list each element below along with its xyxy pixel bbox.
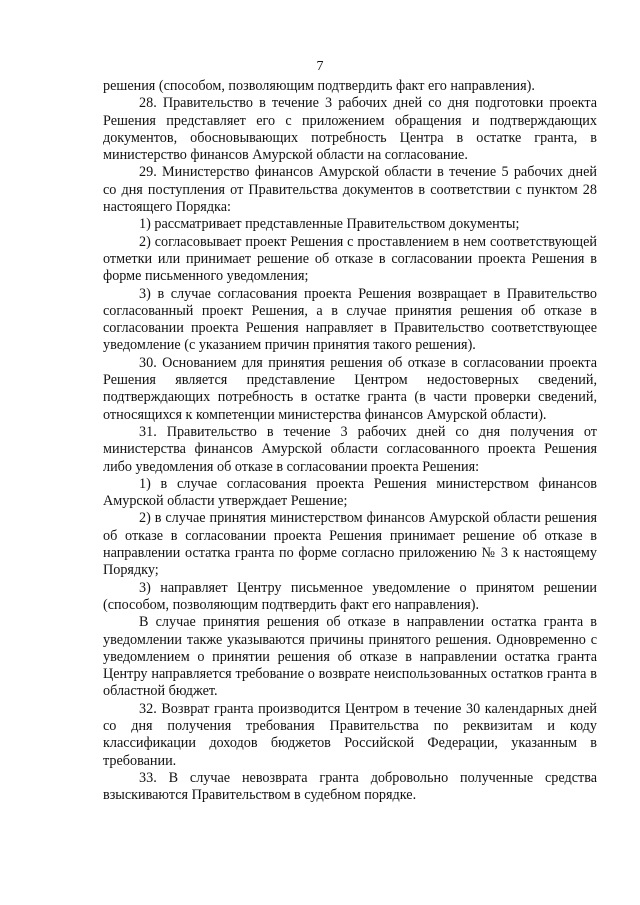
paragraph: 1) в случае согласования проекта Решения министерством финансов Амурской области утверждает Решение; xyxy=(103,475,597,510)
paragraph: 31. Правительство в течение 3 рабочих дней со дня получения от министерства финансов Амурской области согласованного проекта Решения либо уведомления об отказе в согласовании проекта Решения: xyxy=(103,423,597,475)
paragraph: решения (способом, позволяющим подтвердить факт его направления). xyxy=(103,78,535,94)
paragraph: В случае принятия решения об отказе в направлении остатка гранта в уведомлении также указываются причины принятого решения. Одновременно с уведомлением о принятии решения об отказе в направлении остатка гранта Центру направляется требование о возврате неиспользованных остатков гранта в областной бюджет. xyxy=(103,614,597,700)
paragraph: 29. Министерство финансов Амурской области в течение 5 рабочих дней со дня поступления от Правительства документов в соответствии с пунктом 28 настоящего Порядка: xyxy=(103,164,597,216)
paragraph: 2) согласовывает проект Решения с проставлением в нем соответствующей отметки или принимает решение об отказе в согласовании проекта Решения в форме письменного уведомления; xyxy=(103,233,597,285)
paragraph: 28. Правительство в течение 3 рабочих дней со дня подготовки проекта Решения представляет его с приложением обращения и подтверждающих документов, обосновывающих потребность Центра в остатке гранта, в министерство финансов Амурской области на согласование. xyxy=(103,95,597,164)
paragraph: 3) в случае согласования проекта Решения возвращает в Правительство согласованный проект Решения, а в случае принятия решения об отказе в согласовании проекта Решения направляет в Правительство соответствующее уведомление (с указанием причин принятия такого решения). xyxy=(103,285,597,354)
paragraph: 2) в случае принятия министерством финансов Амурской области решения об отказе в согласовании проекта Решения принимает решение об отказе в направлении остатка гранта по форме согласно приложению № 3 к настоящему Порядку; xyxy=(103,510,597,579)
document-body xyxy=(103,78,597,804)
paragraph: 1) рассматривает представленные Правительством документы; xyxy=(139,216,520,233)
paragraph: 33. В случае невозврата гранта добровольно полученные средства взыскиваются Правительством в судебном порядке. xyxy=(103,769,597,804)
paragraph: 32. Возврат гранта производится Центром в течение 30 календарных дней со дня получения требования Правительства по реквизитам и коду классификации доходов бюджетов Российской Федерации, указанным в требовании. xyxy=(103,700,597,769)
paragraph: 30. Основанием для принятия решения об отказе в согласовании проекта Решения является представление Центром недостоверных сведений, подтверждающих потребность в остатке гранта (в части проверки сведений, относящихся к компетенции министерства финансов Амурской области). xyxy=(103,354,597,423)
page-number: 7 xyxy=(316,59,324,74)
paragraph: 3) направляет Центру письменное уведомление о принятом решении (способом, позволяющим подтвердить факт его направления). xyxy=(103,579,597,613)
